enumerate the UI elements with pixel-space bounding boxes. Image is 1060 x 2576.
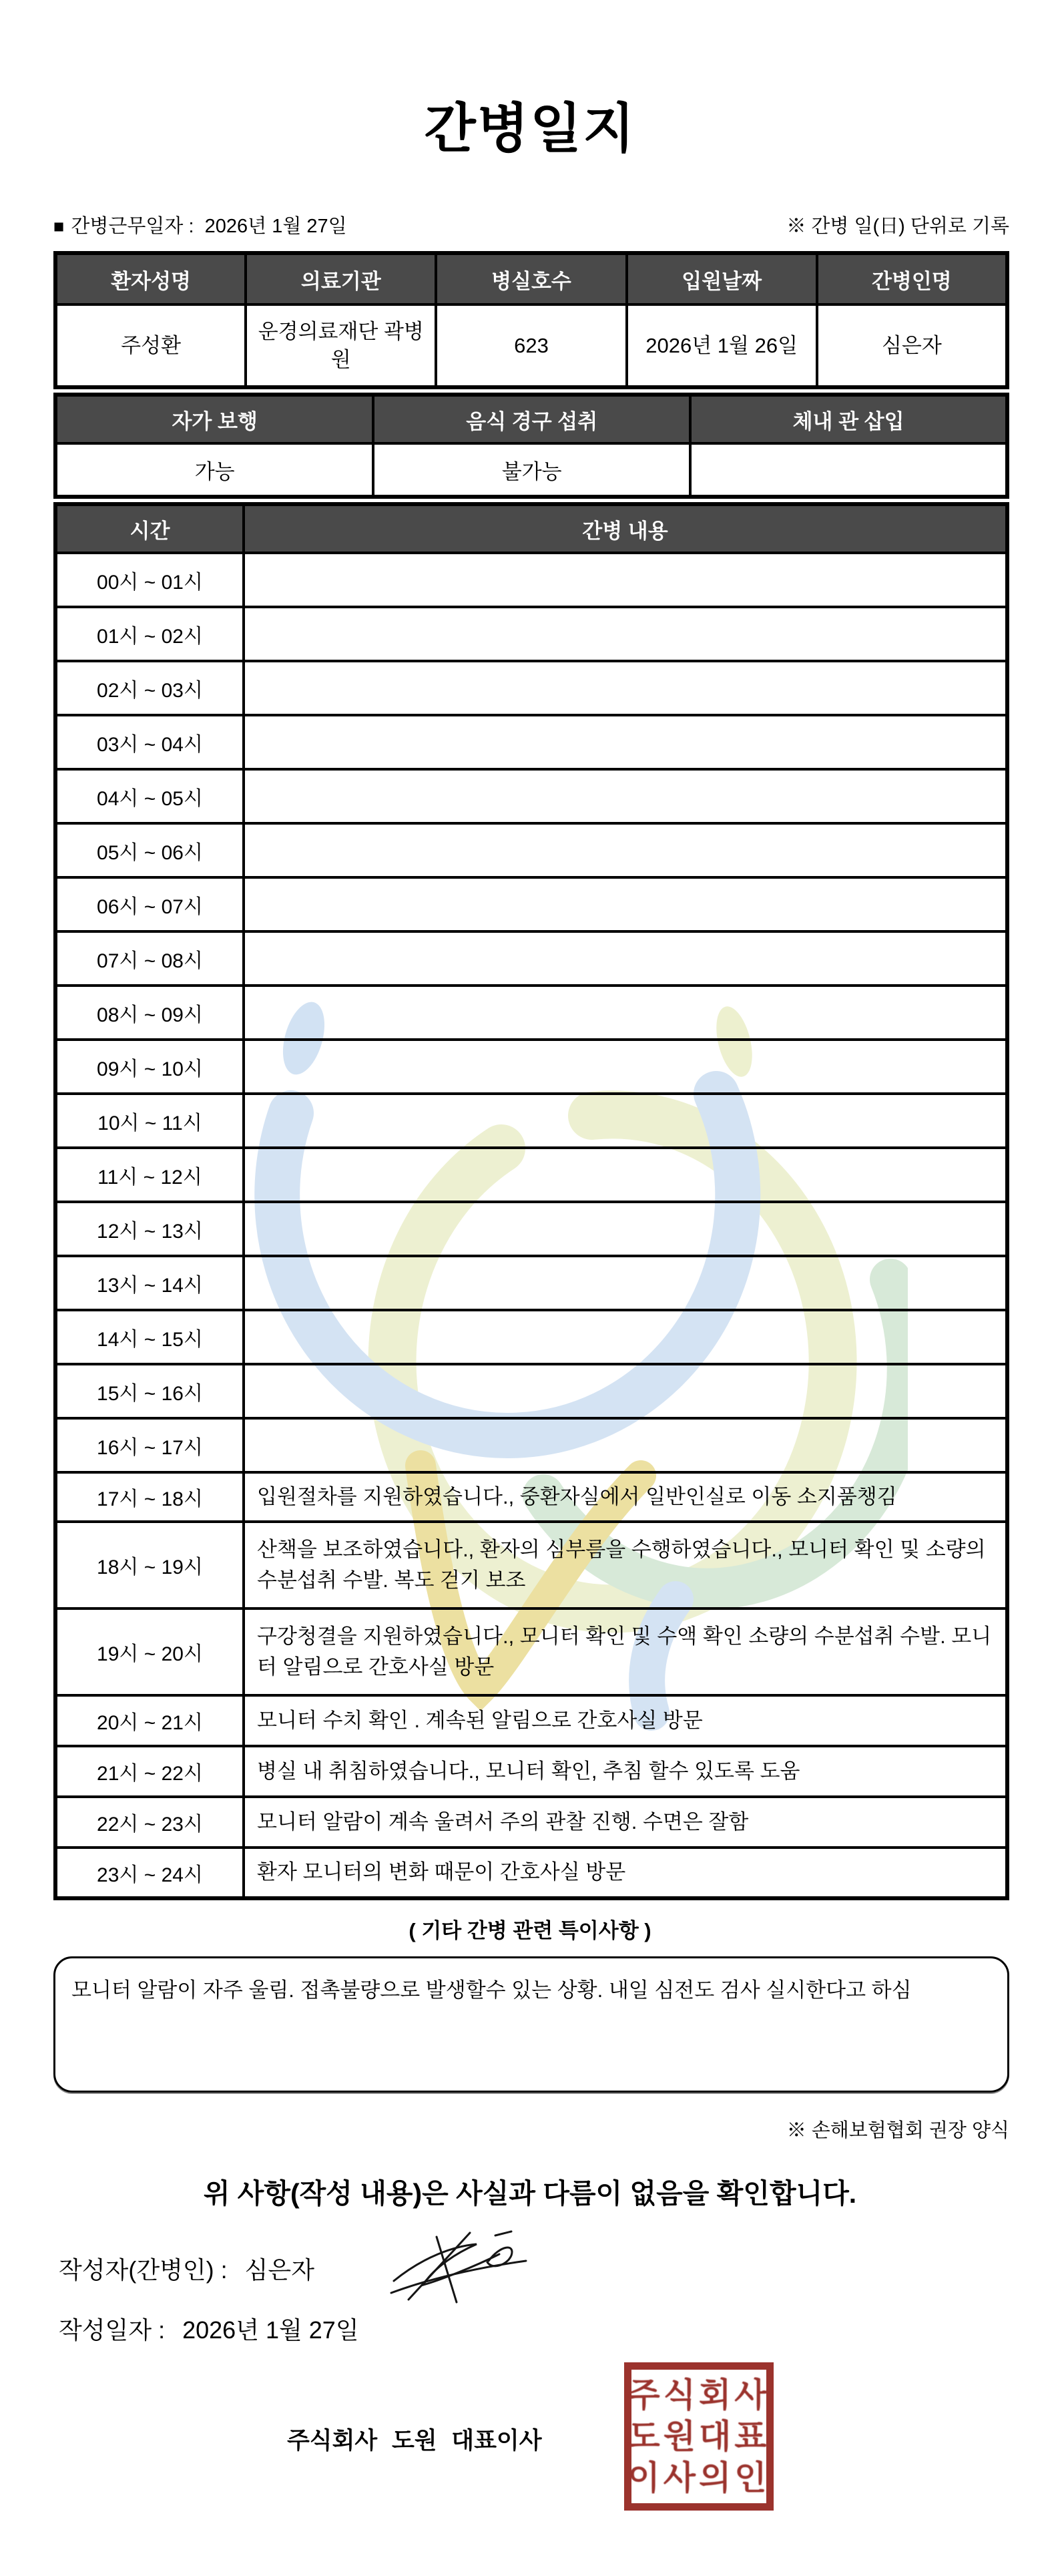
- header-self-walking: 자가 보행: [55, 395, 373, 443]
- unit-note: ※ 간병 일(日) 단위로 기록: [786, 216, 1009, 237]
- patient-value-row: [55, 304, 1007, 387]
- header-caregiver-name: 간병인명: [817, 253, 1007, 304]
- care-row-15: 15시 ~ 16시: [55, 1364, 1007, 1418]
- care-row-21: 21시 ~ 22시 병실 내 취침하였습니다., 모니터 확인, 추침 할수 있도록 도움: [55, 1746, 1007, 1797]
- care-row-04: 04시 ~ 05시: [55, 769, 1007, 823]
- care-log-table: [53, 502, 1009, 1900]
- header-internal-tube: 체내 관 삽입: [690, 395, 1007, 443]
- care-row-23: 23시 ~ 24시 환자 모니터의 변화 때문이 간호사실 방문: [55, 1848, 1007, 1898]
- patient-name: 주성환: [55, 304, 246, 387]
- care-row-03: 03시 ~ 04시: [55, 715, 1007, 769]
- care-row-13: 13시 ~ 14시: [55, 1256, 1007, 1310]
- written-date-line: [59, 2312, 359, 2346]
- header-admission-date: 입원날짜: [627, 253, 817, 304]
- care-row-08: 08시 ~ 09시: [55, 986, 1007, 1040]
- caregiver-signature: [388, 2226, 530, 2305]
- care-row-02: 02시 ~ 03시: [55, 661, 1007, 715]
- header-patient-name: 환자성명: [55, 253, 246, 304]
- care-row-14: 14시 ~ 15시: [55, 1310, 1007, 1364]
- form-recommendation-note: ※ 손해보험협회 권장 양식: [786, 2120, 1009, 2141]
- patient-info-table: [53, 251, 1009, 389]
- stamp-line-2: 도원대표: [627, 2418, 770, 2455]
- written-date-label: 작성일자 :: [59, 2316, 166, 2344]
- care-log-header-row: [55, 504, 1007, 553]
- square-bullet-icon: ■: [53, 216, 65, 236]
- meta-row: [53, 211, 1009, 238]
- company-line: 주식회사 도원 대표이사: [287, 2428, 542, 2454]
- caregiver-name: 심은자: [817, 304, 1007, 387]
- care-row-09: 09시 ~ 10시: [55, 1040, 1007, 1094]
- writer-line: [59, 2251, 314, 2286]
- care-row-05: 05시 ~ 06시: [55, 823, 1007, 877]
- care-row-10: 10시 ~ 11시: [55, 1094, 1007, 1148]
- status-value-row: [55, 443, 1007, 497]
- special-notes-content: 모니터 알람이 자주 울림. 접촉불량으로 발생할수 있는 상황. 내일 심전도 검사 실시한다고 하심: [71, 1978, 912, 2002]
- written-date-value: 2026년 1월 27일: [182, 2316, 359, 2344]
- header-oral-intake: 음식 경구 섭취: [373, 395, 690, 443]
- special-notes-box: [53, 1956, 1009, 2093]
- care-row-12: 12시 ~ 13시: [55, 1202, 1007, 1256]
- care-row-16: 16시 ~ 17시: [55, 1418, 1007, 1472]
- internal-tube-value: [690, 443, 1007, 497]
- room-number: 623: [436, 304, 626, 387]
- care-row-22: 22시 ~ 23시 모니터 알람이 계속 울려서 주의 관찰 진행. 수면은 잘함: [55, 1797, 1007, 1848]
- care-row-19: 19시 ~ 20시 구강청결을 지원하였습니다., 모니터 확인 및 수액 확인 소량의 수분섭취 수발. 모니터 알림으로 간호사실 방문: [55, 1608, 1007, 1695]
- page-title: 간병일지: [424, 99, 636, 158]
- care-row-17: 17시 ~ 18시 입원절차를 지원하였습니다., 중환자실에서 일반인실로 이동 소지품챙김: [55, 1472, 1007, 1522]
- stamp-line-3: 이사의인: [627, 2459, 770, 2497]
- header-time: 시간: [55, 504, 244, 553]
- care-row-07: 07시 ~ 08시: [55, 931, 1007, 986]
- header-care-content: 간병 내용: [244, 504, 1007, 553]
- care-row-20: 20시 ~ 21시 모니터 수치 확인 . 계속된 알림으로 간호사실 방문: [55, 1695, 1007, 1746]
- care-row-18: 18시 ~ 19시 산책을 보조하였습니다., 환자의 심부름을 수행하였습니다., 모니터 확인 및 소량의 수분섭취 수발. 복도 걷기 보조: [55, 1522, 1007, 1608]
- admission-date: 2026년 1월 26일: [627, 304, 817, 387]
- oral-intake-value: 불가능: [373, 443, 690, 497]
- care-row-00: 00시 ~ 01시: [55, 553, 1007, 607]
- care-row-01: 01시 ~ 02시: [55, 607, 1007, 661]
- medical-institution: 운경의료재단 곽병원: [246, 304, 436, 387]
- header-room-number: 병실호수: [436, 253, 626, 304]
- work-date-label: 간병근무일자 :: [71, 216, 194, 237]
- patient-header-row: [55, 253, 1007, 304]
- writer-name: 심은자: [244, 2256, 314, 2284]
- status-header-row: [55, 395, 1007, 443]
- confirmation-statement: 위 사항(작성 내용)은 사실과 다름이 없음을 확인합니다.: [203, 2178, 857, 2209]
- header-medical-institution: 의료기관: [246, 253, 436, 304]
- patient-status-table: [53, 393, 1009, 499]
- stamp-line-1: 주식회사: [627, 2376, 770, 2414]
- writer-label: 작성자(간병인) :: [59, 2256, 228, 2284]
- work-date-value: 2026년 1월 27일: [204, 216, 347, 237]
- care-row-06: 06시 ~ 07시: [55, 877, 1007, 931]
- corporate-seal-stamp: [624, 2362, 774, 2511]
- care-row-11: 11시 ~ 12시: [55, 1148, 1007, 1202]
- self-walking-value: 가능: [55, 443, 373, 497]
- special-notes-heading: ( 기타 간병 관련 특이사항 ): [409, 1919, 651, 1942]
- work-date-line: [53, 211, 347, 238]
